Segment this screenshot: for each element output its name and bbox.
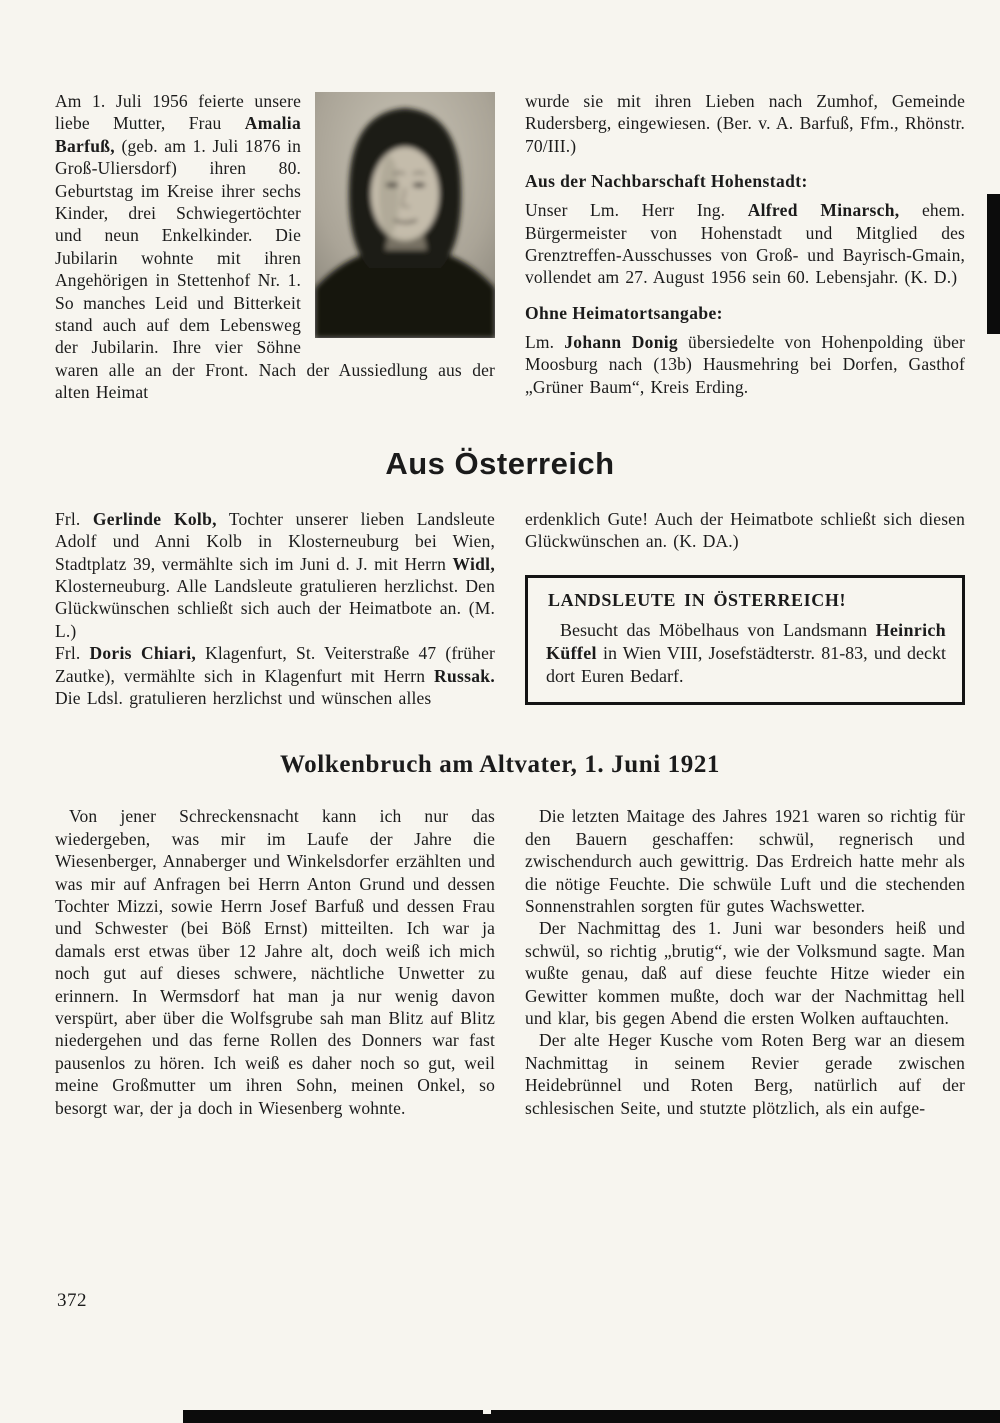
heading-aus-oesterreich: Aus Österreich: [385, 445, 615, 481]
text-run: Besucht das Möbelhaus von Landsmann: [560, 619, 876, 640]
text-run: Klosterneuburg. Alle Landsleute gratulieren herzlichst. Den Glückwünschen schließt sich auch der Heimatbote an. (M. L.): [55, 575, 495, 641]
text-run: Frl.: [55, 508, 93, 529]
text-run: Klagenfurt, St. Veiterstraße 47 (früher Zautke), vermählte sich in Klagenfurt mit Herrn: [55, 643, 495, 686]
paragraph-minarsch: [525, 199, 965, 289]
scan-artifact-right-edge: [987, 194, 1000, 334]
story-paragraph-nachmittag: Der Nachmittag des 1. Juni war besonders heiß und schwül, so richtig „brutig“, wie der Volksmund sagte. Man wußte genau, daß auf diese feuchte Hitze wieder ein Gewitter kommen mußte, doch war der Nachmittag hell und klar, bis gegen Abend die ersten Wolken auftauchten.: [525, 918, 965, 1028]
portrait-photo: [315, 92, 495, 338]
woman-portrait-image: [315, 92, 495, 338]
text-run: (geb. am 1. Juli 1876 in Groß-Uliersdorf) ihren 80. Geburtstag im Kreise ihrer sechs Kinder, drei Schwiegertöchter und neun Enkelkinder. Die Jubilarin wohnte mit ihren Angehörigen in Stettenhof Nr. 1. So manches Leid und Bitterkeit stand auch auf dem Lebensweg der Jubilarin. Ihre vier Söhne waren alle an der Front. Nach der Aussiedlung aus der alten Heimat: [55, 135, 495, 403]
text-run: Frl.: [55, 643, 90, 664]
person-name-russak: Russak.: [434, 665, 495, 686]
austria-section: [55, 508, 965, 710]
person-name-alfred-minarsch: Alfred Minarsch,: [747, 200, 900, 221]
heading-ohne-heimatortsangabe: Ohne Heimatortsangabe:: [525, 302, 723, 323]
austria-right-column: [525, 508, 965, 710]
heading-nachbarschaft-hohenstadt: Aus der Nachbarschaft Hohenstadt:: [525, 171, 808, 192]
paragraph-gerlinde-kolb: [55, 508, 495, 642]
person-name-gerlinde-kolb: Gerlinde Kolb,: [92, 508, 217, 529]
text-run: Unser Lm. Herr Ing.: [525, 200, 748, 221]
text-run: Die Ldsl. gratulieren herzlichst und wünschen alles: [55, 687, 432, 708]
person-name-doris-chiari: Doris Chiari,: [89, 643, 197, 664]
ad-heading-landsleute: LANDSLEUTE IN ÖSTERREICH!: [548, 589, 847, 610]
paragraph-zumhof: wurde sie mit ihren Lieben nach Zumhof, Gemeinde Rudersberg, eingewiesen. (Ber. v. A. Barfuß, Ffm., Rhönstr. 70/III.): [525, 91, 965, 156]
person-name-amalia-barfuss: Amalia Barfuß,: [55, 113, 301, 156]
person-name-widl: Widl,: [452, 553, 495, 574]
scan-artifact-bottom-edge: [183, 1410, 1000, 1423]
story-paragraph-schreckensnacht: Von jener Schreckensnacht kann ich nur das wiedergeben, was mir im Laufe der Jahre die Wiesenberger, Annaberger und Winkelsdorfer erzählten und was mir auf Anfragen bei Herrn Anton Grund und dessen Tochter Mizzi, sowie Herrn Josef Barfuß und dessen Frau und Schwester (bei Böß Ernst) mitteilten. Ich war ja damals erst etwas über 12 Jahre alt, doch weiß ich mich noch gut auf dieses schwere, nächtliche Unwetter zu erinnern. In Wermsdorf hat man ja nur wenig davon verspürt, aber über die Wolfsgrube sah man Blitz auf Blitz niedergehen und das ferne Rollen des Donners war fast pausenlos zu hören. Ich weiß es daher noch so gut, weil meine Großmutter um ihren Sohn, meinen Onkel, so besorgt war, der ja doch in Wiesenberg wohnte.: [55, 806, 495, 1118]
top-right-column: [525, 90, 965, 404]
text-run: ehem. Bürgermeister von Hohenstadt und Mitglied des Grenztreffen-Ausschusses von Groß- und Bayrisch-Gmain, vollendet am 27. August 1956 sein 60. Lebensjahr. (K. D.): [525, 200, 965, 288]
story-paragraph-maitage: Die letzten Maitage des Jahres 1921 waren so richtig für den Bauern geschaffen: schwül, regnerisch und zwischendurch auch gewittrig. Das Erdreich hatte mehr als die nötige Feuchte. Die schwüle Luft und die stechenden Sonnenstrahlen sorgten für gutes Wachswetter.: [525, 806, 965, 916]
paragraph-donig: [525, 331, 965, 398]
ad-box-kueffel: [525, 575, 965, 705]
person-name-heinrich-kueffel: Heinrich Küffel: [546, 619, 946, 663]
top-section: [55, 90, 965, 404]
text-run: übersiedelte von Hohenpolding über Moosburg nach (13b) Hausmehring bei Dorfen, Gasthof „Grüner Baum“, Kreis Erding.: [525, 331, 965, 397]
page-number: 372: [57, 1290, 87, 1311]
story-section: [55, 805, 965, 1119]
text-run: Am 1. Juli 1956 feierte unsere liebe Mutter, Frau: [55, 91, 301, 134]
story-right-column: [525, 805, 965, 1119]
text-run: in Wien VIII, Josefstädterstr. 81-83, und deckt dort Euren Bedarf.: [546, 642, 946, 686]
top-left-column: [55, 90, 495, 404]
paragraph-doris-chiari: [55, 642, 495, 709]
text-run: Tochter unserer lieben Landsleute Adolf und Anni Kolb in Klosterneuburg bei Wien, Stadtplatz 39, vermählte sich im Juni d. J. mit Herrn: [55, 508, 495, 574]
story-left-column: [55, 805, 495, 1119]
person-name-johann-donig: Johann Donig: [564, 331, 678, 352]
heading-wolkenbruch-altvater: Wolkenbruch am Altvater, 1. Juni 1921: [279, 751, 721, 779]
story-paragraph-heger-kusche: Der alte Heger Kusche vom Roten Berg war an diesem Nachmittag in seinem Revier gerade zwischen Heidebrünnel und Roten Berg, natürlich auf der schlesischen Seite, und stutzte plötzlich, als ein aufge-: [525, 1030, 965, 1118]
text-run: Lm.: [525, 331, 565, 352]
paragraph-glueckwuensche: erdenklich Gute! Auch der Heimatbote schließt sich diesen Glückwünschen an. (K. DA.): [525, 508, 965, 552]
austria-left-column: [55, 508, 495, 710]
ad-body-text: [546, 619, 946, 688]
